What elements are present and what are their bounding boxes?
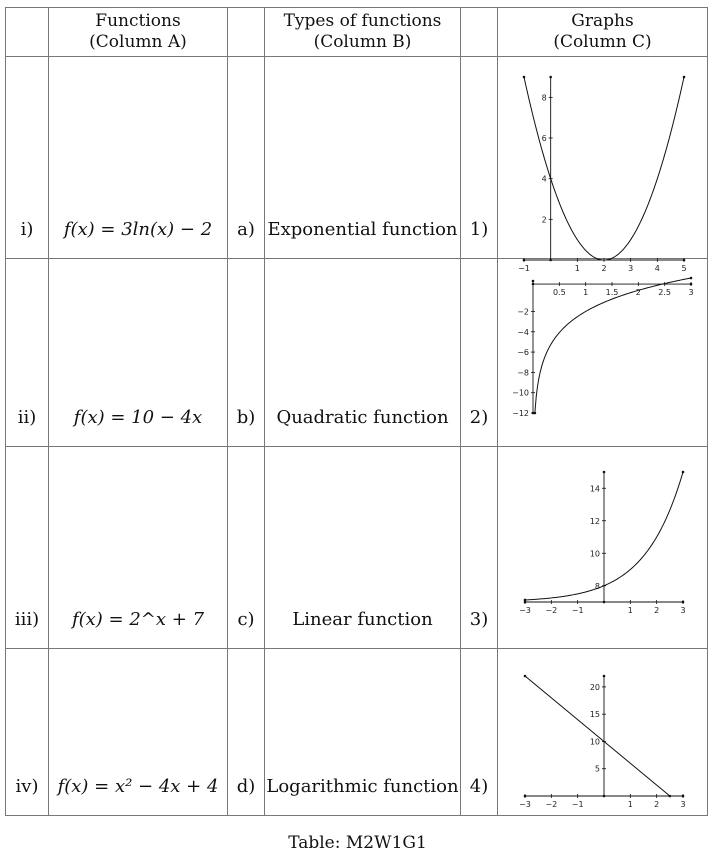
header-empty-3 [461,8,498,57]
graph-4 [498,649,708,814]
header-row [6,8,708,57]
y-tick-label: −8 [517,368,529,378]
function-type: Exponential function [265,57,461,259]
y-tick-label: −10 [512,388,529,398]
header-empty-2 [228,8,265,57]
x-tick-label: 2 [601,264,607,273]
function-formula-text: f(x) = 10 − 4x [73,407,203,428]
x-tick-label: −2 [545,606,558,615]
x-tick-label: 3 [628,264,634,273]
table-caption: Table: M2W1G1 [288,833,427,853]
table-row [6,447,708,649]
graph-number: 2) [461,259,498,447]
x-tick-label: 2 [635,288,641,298]
y-tick-label: 6 [541,134,547,143]
series-end-dot [690,277,693,280]
header-graphs [498,8,708,57]
y-tick-label: 12 [589,516,600,526]
x-tick-label: 2 [654,606,660,615]
y-axis-end-dot [603,471,606,474]
function-formula [49,259,228,447]
y-tick-label: −4 [517,327,529,337]
series-line [524,77,684,260]
function-formula-text: f(x) = 3ln(x) − 2 [63,219,213,240]
row-number: iii) [6,447,49,649]
header-functions-title: Functions [95,11,181,31]
matching-table [5,7,708,816]
y-tick-label: 2 [541,215,547,225]
header-column-b: (Column B) [313,32,412,52]
header-functions [49,8,228,57]
x-tick-label: −1 [571,800,584,809]
x-tick-label: 2 [654,800,660,809]
graph-1 [498,57,708,273]
function-formula-text: f(x) = 2^x + 7 [71,609,205,630]
graph-number: 3) [461,447,498,649]
y-axis-end-dot [603,675,606,678]
graph-cell-4 [498,649,708,816]
series-end-dot [524,675,527,678]
header-graphs-title: Graphs [571,11,634,31]
series-end-dot [524,599,527,602]
x-tick-label: 1.5 [605,288,619,298]
x-tick-label: 3 [680,800,686,809]
function-formula [49,649,228,816]
function-formula-text: f(x) = x² − 4x + 4 [57,776,219,797]
type-letter: d) [228,649,265,816]
x-tick-label: −2 [545,800,558,809]
row-number: iv) [6,649,49,816]
x-tick-label: 1 [627,606,633,615]
series-line [535,278,694,413]
x-tick-label: 1 [627,800,633,809]
y-axis-end-dot [532,280,535,283]
function-type: Quadratic function [265,259,461,447]
type-letter: a) [228,57,265,259]
x-tick-label: 3 [688,288,694,298]
table-row [6,259,708,447]
y-axis-end-dot [603,795,606,798]
series-end-dot [683,76,686,79]
x-tick-label: −1 [518,264,530,273]
y-tick-label: −12 [512,409,529,418]
x-tick-label: −3 [519,800,531,809]
table-row [6,649,708,816]
type-letter: b) [228,259,265,447]
x-tick-label: 0.5 [552,288,566,298]
graph-cell-1 [498,57,708,273]
graph-cell-3 [498,447,708,649]
header-column-a: (Column A) [89,32,187,52]
x-tick-label: 2.5 [658,288,672,298]
row-number: i) [6,57,49,259]
header-empty-1 [6,8,49,57]
header-types-title: Types of functions [283,11,442,31]
y-tick-label: 8 [541,93,547,103]
y-tick-label: 10 [589,737,600,747]
y-tick-label: 14 [589,484,600,494]
x-tick-label: 3 [680,606,686,615]
function-type: Logarithmic function [265,649,461,816]
y-axis-end-dot [603,601,606,604]
type-letter: c) [228,447,265,649]
series-line [525,676,670,796]
row-number: ii) [6,259,49,447]
x-axis-end-dot [532,283,535,286]
graph-3 [498,447,708,647]
x-tick-label: 4 [654,264,660,273]
graph-2 [498,259,708,445]
series-end-dot [534,412,537,415]
graph-cell-2 [498,259,708,447]
series-end-dot [682,471,685,474]
header-column-c: (Column C) [553,32,652,52]
graph-number: 4) [461,649,498,816]
function-type: Linear function [265,447,461,649]
y-tick-label: 10 [589,549,600,559]
table-row [6,57,708,259]
series-end-dot [669,795,672,798]
graph-number: 1) [461,57,498,259]
header-types [265,8,461,57]
function-formula [49,57,228,259]
function-formula [49,447,228,649]
x-tick-label: −3 [519,606,531,615]
y-tick-label: 20 [589,682,600,692]
series-end-dot [523,76,526,79]
y-tick-label: 5 [594,764,600,774]
x-tick-label: 5 [681,264,687,273]
y-tick-label: 8 [594,581,600,591]
y-tick-label: −2 [517,307,529,317]
x-tick-label: 1 [574,264,580,273]
y-tick-label: −6 [517,348,529,358]
y-tick-label: 15 [589,710,600,720]
y-tick-label: 4 [541,174,547,184]
x-tick-label: −1 [571,606,584,615]
y-axis-end-dot [549,76,552,79]
x-tick-label: 1 [583,288,589,298]
